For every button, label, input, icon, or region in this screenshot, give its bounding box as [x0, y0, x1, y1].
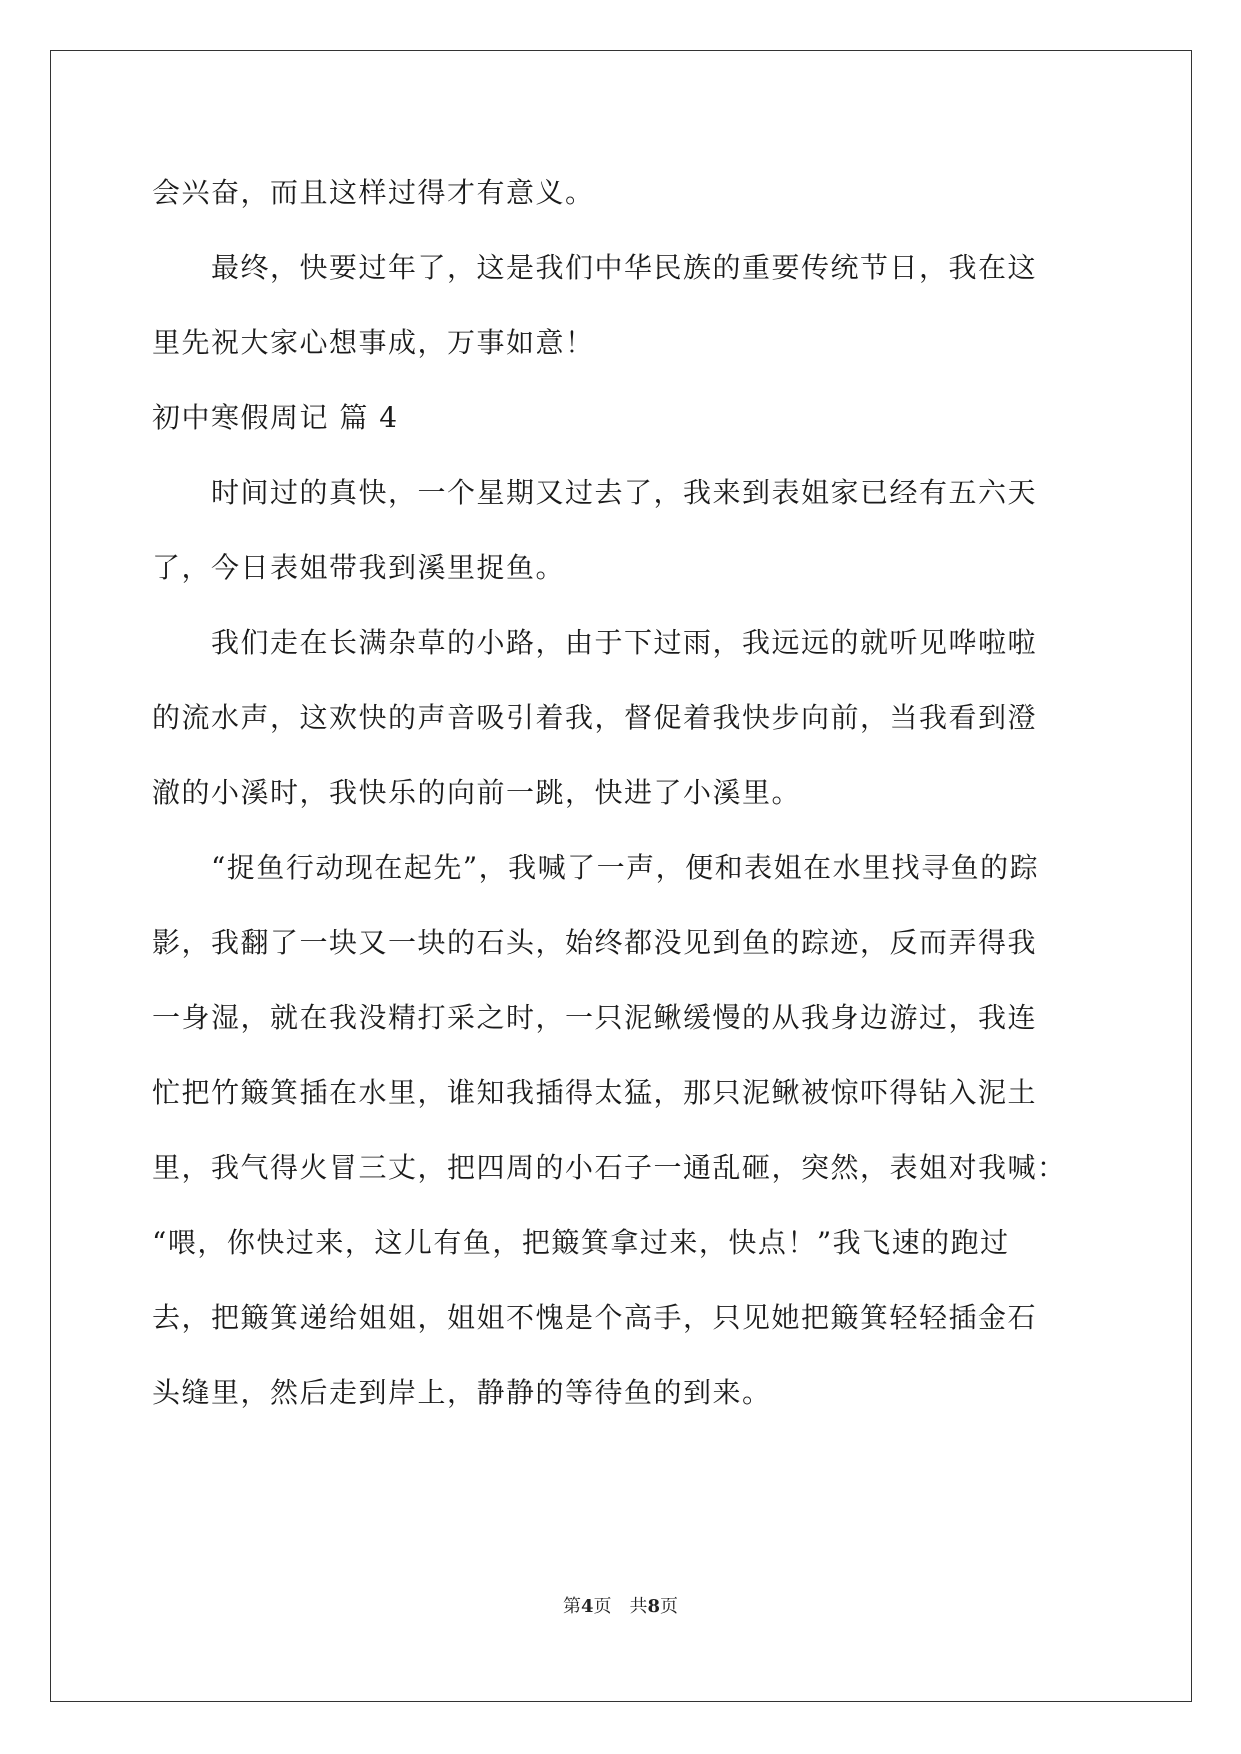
current-page-number: 4 [580, 1596, 594, 1617]
page-footer [0, 1595, 1241, 1619]
text-line: “喂，你快过来，这儿有鱼，把簸箕拿过来，快点！”我飞速的跑过 [152, 1226, 1010, 1259]
text-line: 影，我翻了一块又一块的石头，始终都没见到鱼的踪迹，反而弄得我 [152, 926, 1038, 959]
text-line: 里先祝大家心想事成，万事如意！ [152, 326, 595, 359]
footer-middle: 页 共 [593, 1596, 648, 1617]
section-heading: 初中寒假周记 篇 4 [152, 401, 399, 434]
footer-suffix: 页 [660, 1596, 679, 1617]
text-line: 一身湿，就在我没精打采之时，一只泥鳅缓慢的从我身边游过，我连 [152, 1001, 1038, 1034]
text-line: 最终，快要过年了，这是我们中华民族的重要传统节日，我在这 [152, 251, 1038, 284]
text-line: 我们走在长满杂草的小路，由于下过雨，我远远的就听见哗啦啦 [152, 626, 1038, 659]
footer-prefix: 第 [562, 1596, 581, 1617]
text-line: 忙把竹簸箕插在水里，谁知我插得太猛，那只泥鳅被惊吓得钻入泥土 [152, 1076, 1038, 1109]
text-line: “捉鱼行动现在起先”，我喊了一声，便和表姐在水里找寻鱼的踪 [152, 851, 1040, 884]
text-line: 澈的小溪时，我快乐的向前一跳，快进了小溪里。 [152, 776, 802, 809]
text-line: 的流水声，这欢快的声音吸引着我，督促着我快步向前，当我看到澄 [152, 701, 1038, 734]
text-line: 了，今日表姐带我到溪里捉鱼。 [152, 551, 566, 584]
text-line: 里，我气得火冒三丈，把四周的小石子一通乱砸，突然，表姐对我喊： [152, 1151, 1067, 1184]
text-line: 时间过的真快，一个星期又过去了，我来到表姐家已经有五六天 [152, 476, 1038, 509]
text-line: 去，把簸箕递给姐姐，姐姐不愧是个高手，只见她把簸箕轻轻插金石 [152, 1301, 1038, 1334]
text-line: 头缝里，然后走到岸上，静静的等待鱼的到来。 [152, 1376, 772, 1409]
total-pages-number: 8 [647, 1596, 661, 1617]
text-line: 会兴奋，而且这样过得才有意义。 [152, 176, 595, 209]
